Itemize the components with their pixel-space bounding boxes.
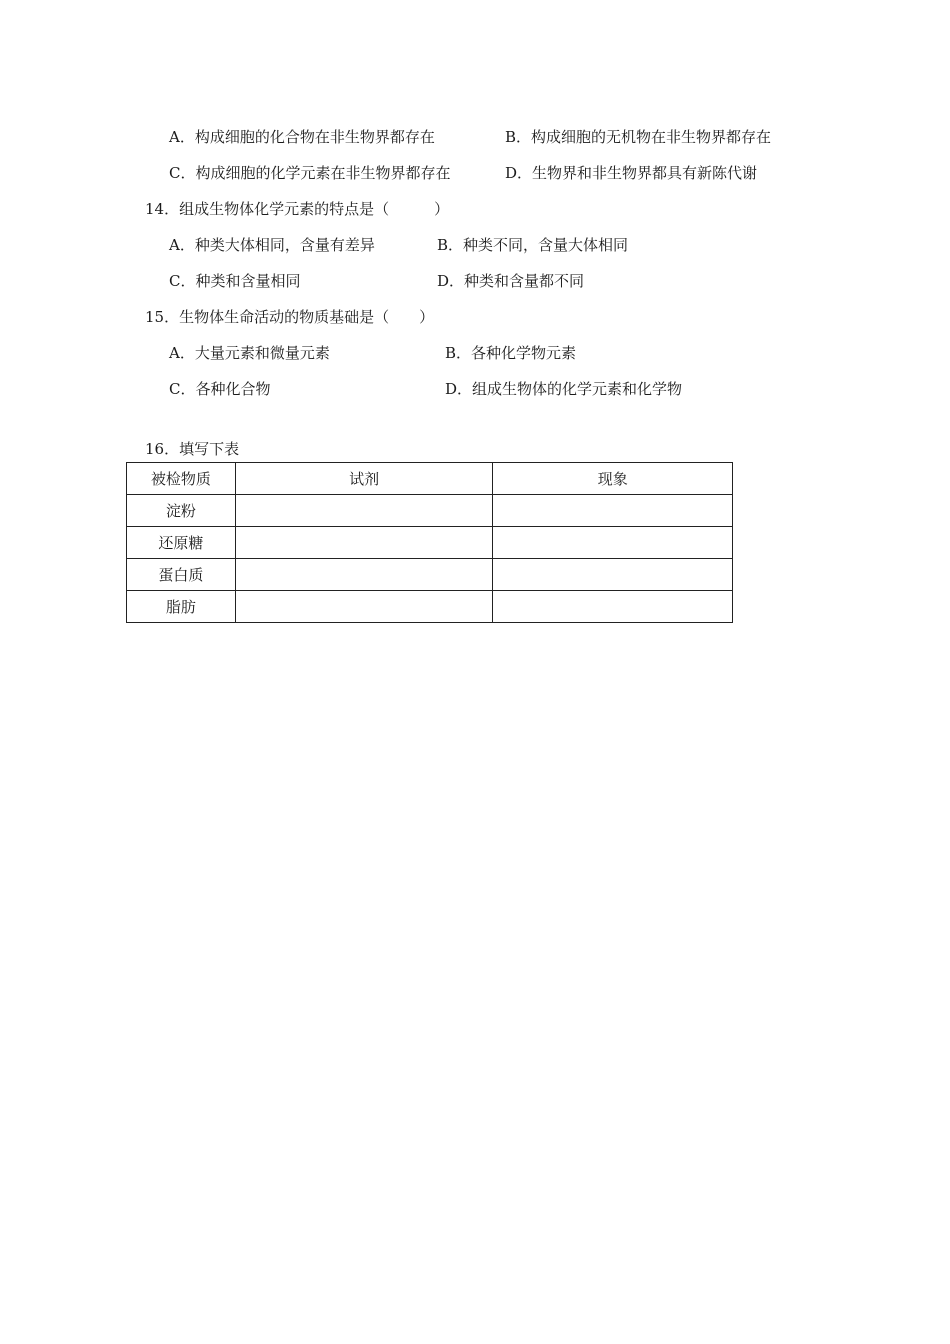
table-cell-reagent[interactable] [235,559,493,591]
table-row [127,495,733,527]
table-cell-phenomenon[interactable] [493,495,733,527]
table-row [127,527,733,559]
q13-option-c: C．构成细胞的化学元素在非生物界都存在 [169,164,451,182]
fill-in-table [126,462,733,623]
q13-option-b: B．构成细胞的无机物在非生物界都存在 [505,128,772,146]
q14-option-b: B．种类不同，含量大体相同 [437,236,629,254]
table-header-row [127,463,733,495]
table-header-phenomenon: 现象 [493,463,733,495]
table-cell-reagent[interactable] [235,527,493,559]
table-cell-reagent[interactable] [235,495,493,527]
table-cell-phenomenon[interactable] [493,559,733,591]
q14-option-a: A．种类大体相同，含量有差异 [169,236,375,254]
q15-stem: 15．生物体生命活动的物质基础是（ ） [145,308,435,326]
table-cell-phenomenon[interactable] [493,591,733,623]
q13-option-a: A．构成细胞的化合物在非生物界都存在 [169,128,435,146]
q13-option-d: D．生物界和非生物界都具有新陈代谢 [505,164,758,182]
q14-option-c: C．种类和含量相同 [169,272,301,290]
table-cell-phenomenon[interactable] [493,527,733,559]
q15-option-d: D．组成生物体的化学元素和化学物 [445,380,683,398]
table-row [127,591,733,623]
q16-stem: 16．填写下表 [145,440,240,458]
table-row [127,559,733,591]
table-header-substance: 被检物质 [127,463,236,495]
q15-option-a: A．大量元素和微量元素 [169,344,330,362]
table-cell-substance: 还原糖 [127,527,236,559]
table-cell-reagent[interactable] [235,591,493,623]
table-cell-substance: 脂肪 [127,591,236,623]
table-cell-substance: 淀粉 [127,495,236,527]
q14-option-d: D．种类和含量都不同 [437,272,585,290]
q15-option-c: C．各种化合物 [169,380,271,398]
table-cell-substance: 蛋白质 [127,559,236,591]
table-header-reagent: 试剂 [235,463,493,495]
q15-option-b: B．各种化学物元素 [445,344,577,362]
q14-stem: 14．组成生物体化学元素的特点是（ ） [145,200,450,218]
